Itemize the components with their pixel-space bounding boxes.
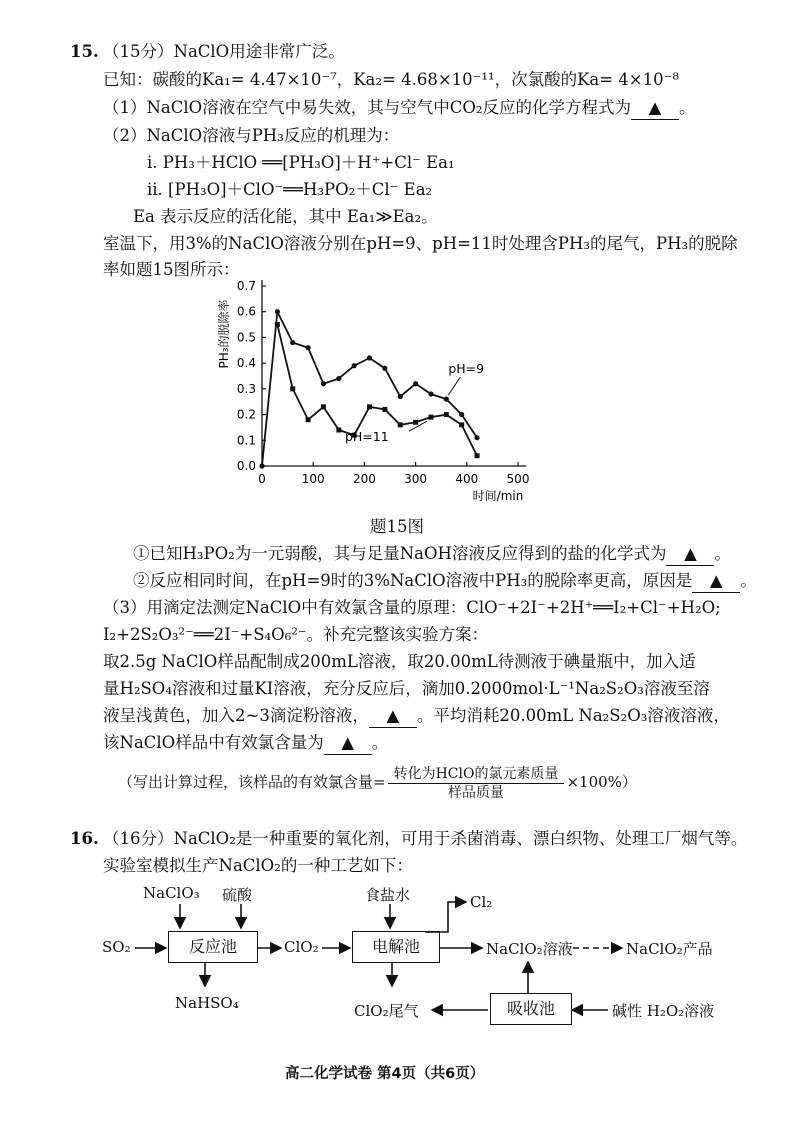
x-tick-label: 500 (506, 472, 530, 486)
reagent-brine: 食盐水 (365, 886, 411, 904)
q16-score: （16分） (103, 829, 174, 848)
ph3-removal-chart (212, 278, 572, 518)
x-tick-label: 400 (455, 472, 479, 486)
y-tick-label: 0.4 (236, 356, 256, 371)
data-point-ph9 (275, 309, 280, 314)
intermediate-clo2: ClO₂ (284, 938, 319, 956)
y-axis-label: PH₃的脱除率 (217, 299, 231, 369)
data-point-ph9 (398, 394, 403, 399)
y-tick-label: 0.0 (236, 459, 256, 473)
answer-blank-5[interactable]: ▲ (324, 732, 372, 755)
data-point-ph9 (428, 391, 433, 396)
data-point-ph9 (352, 363, 357, 368)
q15-part1: （1）NaClO溶液在空气中易失效，其与空气中CO₂反应的化学方程式为 ▲ 。 (103, 97, 695, 120)
x-tick-label: 300 (404, 472, 428, 486)
condition-line-2: 率如题15图所示： (103, 260, 240, 279)
naclo2-product-label: NaClO₂产品 (626, 940, 713, 958)
q15-intro: NaClO用途非常广泛。 (173, 42, 345, 61)
data-point-ph11 (444, 412, 449, 417)
answer-blank-3[interactable]: ▲ (692, 570, 740, 593)
data-point-ph9 (382, 366, 387, 371)
data-point-ph9 (321, 381, 326, 386)
q16-heading (103, 828, 747, 850)
q15-part3-principle: （3）用滴定法测定NaClO中有效氯含量的原理：ClO⁻+2I⁻+2H⁺══I₂+Cl⁻+H₂O; (103, 598, 721, 617)
q16-intro-2: 实验室模拟生产NaClO₂的一种工艺如下： (103, 856, 413, 875)
q15-part3-principle-2: I₂+2S₂O₃²⁻══2I⁻+S₄O₆²⁻。补充完整该实验方案： (103, 625, 489, 644)
q15-part3-procedure-1: 取2.5g NaClO样品配制成200mL溶液，取20.00mL待测液于碘量瓶中，加入适 (103, 652, 696, 671)
q15-score: （15分） (103, 42, 174, 61)
reagent-so2: SO₂ (102, 938, 131, 956)
x-axis-label: 时间/min (472, 489, 524, 503)
data-point-ph11 (413, 420, 418, 425)
x-tick-label: 0 (258, 472, 266, 486)
data-point-ph11 (306, 417, 311, 422)
y-tick-label: 0.2 (236, 407, 256, 422)
data-point-ph11 (382, 407, 387, 412)
product-nahso4: NaHSO₄ (175, 994, 239, 1012)
alkaline-h2o2-label: 碱性 H₂O₂溶液 (612, 1002, 715, 1020)
clo2-tail-gas-label: ClO₂尾气 (354, 1002, 419, 1020)
reagent-sulfuric-acid: 硫酸 (222, 886, 253, 904)
y-tick-label: 0.1 (236, 433, 256, 448)
answer-blank-1[interactable]: ▲ (631, 97, 679, 120)
data-point-ph11 (428, 415, 433, 420)
q15-part2: （2）NaClO溶液与PH₃反应的机理为： (103, 126, 400, 145)
data-point-ph9 (290, 340, 295, 345)
data-point-ph9 (259, 463, 264, 468)
data-point-ph9 (459, 412, 464, 417)
y-tick-label: 0.7 (236, 279, 256, 293)
q15-part3-procedure-3: 液呈浅黄色，加入2~3滴淀粉溶液， ▲ 。平均消耗20.00mL Na₂S₂O₃溶液溶液， (103, 705, 730, 728)
reaction-tank-box: 反应池 (168, 931, 258, 963)
data-point-ph9 (413, 381, 418, 386)
reagent-naclo3: NaClO₃ (143, 884, 200, 902)
y-tick-label: 0.6 (236, 304, 256, 319)
q16-number: 16. (70, 829, 99, 848)
figure-caption: 题15图 (370, 517, 424, 536)
q15-heading (103, 41, 345, 63)
subquestion-2: ②反应相同时间，在pH=9时的3%NaClO溶液中PH₃的脱除率更高，原因是 ▲ 。 (133, 570, 757, 593)
page-footer: 高二化学试卷 第4页（共6页） (285, 1066, 485, 1082)
q15-number: 15. (70, 42, 99, 61)
data-point-ph9 (474, 435, 479, 440)
condition-line-1: 室温下，用3%的NaClO溶液分别在pH=9、pH=11时处理含PH₃的尾气，PH₃的脱除 (103, 234, 738, 253)
data-point-ph11 (367, 404, 372, 409)
subquestion-1: ①已知H₃PO₂为一元弱酸，其与足量NaOH溶液反应得到的盐的化学式为 ▲ 。 (133, 543, 731, 566)
series-label-ph11: pH=11 (344, 429, 389, 445)
y-tick-label: 0.3 (236, 381, 256, 396)
q15-part3-result: 该NaClO样品中有效氯含量为 ▲ 。 (103, 732, 388, 755)
data-point-ph11 (459, 422, 464, 427)
data-point-ph11 (398, 422, 403, 427)
x-tick-label: 200 (352, 472, 376, 486)
data-point-ph11 (275, 322, 280, 327)
reaction-i: ⅰ. PH₃＋HClO ══[PH₃O]＋H⁺+Cl⁻ Ea₁ (147, 153, 455, 172)
effective-chlorine-formula: （写出计算过程，该样品的有效氯含量= $\frac{\text{转化为HClO的氯元素质量}}{\text{样品质量}}$ ×100%） (118, 765, 637, 801)
data-point-ph9 (305, 345, 310, 350)
x-tick-label: 100 (301, 472, 325, 486)
y-tick-label: 0.5 (236, 330, 256, 345)
answer-blank-4[interactable]: ▲ (369, 705, 417, 728)
data-point-ph9 (444, 397, 449, 402)
data-point-ph11 (321, 404, 326, 409)
series-label-ph9: pH=9 (448, 361, 485, 377)
answer-blank-2[interactable]: ▲ (666, 543, 714, 566)
data-point-ph9 (367, 355, 372, 360)
data-point-ph9 (336, 376, 341, 381)
q15-known: 已知：碳酸的Ka₁= 4.47×10⁻⁷，Ka₂= 4.68×10⁻¹¹，次氯酸的Ka= 4×10⁻⁸ (103, 70, 679, 89)
data-point-ph11 (475, 453, 480, 458)
activation-energy-note: Ea 表示反应的活化能，其中 Ea₁≫Ea₂。 (133, 207, 438, 226)
data-point-ph11 (290, 386, 295, 391)
naclo2-solution-label: NaClO₂溶液 (486, 940, 573, 958)
formula-fraction: $\frac{\text{转化为HClO的氯元素质量}}{\text{样品质量}}$ (388, 766, 565, 801)
label-leader-ph9 (448, 377, 460, 395)
electrolyzer-box: 电解池 (352, 931, 440, 963)
product-cl2: Cl₂ (470, 893, 493, 911)
q15-part3-procedure-2: 量H₂SO₄溶液和过量KI溶液，充分反应后，滴加0.2000mol·L⁻¹Na₂S₂O₃溶液至溶 (103, 679, 710, 698)
reaction-ii: ⅱ. [PH₃O]＋ClO⁻══H₃PO₂＋Cl⁻ Ea₂ (147, 180, 433, 199)
data-point-ph11 (336, 428, 341, 433)
absorption-tank-box: 吸收池 (490, 993, 572, 1025)
q16-intro: NaClO₂是一种重要的氧化剂，可用于杀菌消毒、漂白织物、处理工厂烟气等。 (173, 829, 748, 848)
